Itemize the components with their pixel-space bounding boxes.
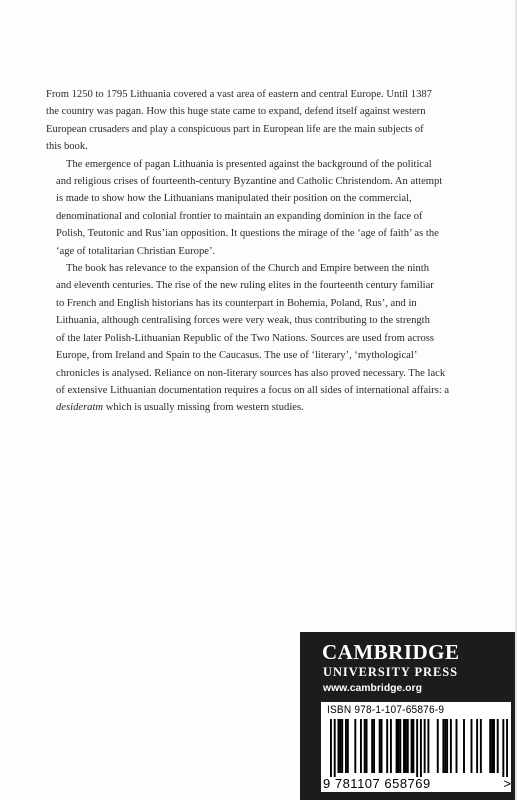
barcode-bar [412, 719, 414, 773]
blurb-line: chronicles is analysed. Reliance on non-literary sources has also proved necessary. The lack [56, 367, 446, 379]
barcode-bar [354, 719, 356, 773]
barcode-bar [381, 719, 383, 773]
blurb-text [46, 86, 482, 417]
barcode-bar [444, 719, 446, 773]
blurb-line: this book. [46, 141, 88, 153]
barcode-bar [411, 719, 413, 773]
barcode-bar [399, 719, 401, 773]
blurb-line: The emergence of pagan Lithuania is presented against the background of the political [66, 158, 432, 170]
blurb-line: ‘age of totalitarian Christian Europe’. [56, 245, 216, 257]
publisher-panel [300, 632, 517, 800]
barcode-bar [341, 719, 343, 773]
barcode-bar [396, 719, 398, 773]
barcode-bar [476, 719, 478, 773]
barcode-bar [442, 719, 444, 773]
barcode-bar [403, 719, 405, 773]
blurb-line: and eleventh centuries. The rise of the new ruling elites in the fourteenth century familiar [56, 280, 434, 292]
barcode-bar [379, 719, 381, 773]
blurb-line: of extensive Lithuanian documentation requires a focus on all sides of international affairs: a [56, 384, 450, 396]
barcode-bar [386, 719, 388, 773]
blurb-line: to French and English historians has its counterpart in Bohemia, Poland, Rus’, and in [56, 297, 417, 309]
blurb-line: denominational and colonial frontier to maintain an expanding dominion in the face of [56, 210, 423, 222]
barcode-bar [416, 719, 418, 777]
barcode-bar [489, 719, 491, 773]
blurb-line-end: which is usually missing from western studies. [103, 402, 304, 414]
isbn-label: ISBN 978-1-107-65876-9 [327, 704, 445, 716]
barcode-bar [491, 719, 493, 773]
barcode-bar [390, 719, 392, 773]
barcode-bar [463, 719, 465, 773]
barcode-bar [450, 719, 452, 773]
publisher-logo-subtitle: UNIVERSITY PRESS [323, 665, 459, 679]
barcode-bar [427, 719, 429, 773]
barcode-image [330, 719, 508, 777]
barcode-bar [456, 719, 458, 773]
barcode-bar [364, 719, 366, 773]
barcode-bar [497, 719, 499, 773]
barcode-bar [446, 719, 448, 773]
barcode-bar [334, 719, 336, 777]
barcode-bar [480, 719, 482, 773]
blurb-line-last [46, 399, 482, 416]
publisher-logo-name: CAMBRIDGE [322, 640, 460, 664]
barcode-bar [502, 719, 504, 777]
blurb-line: Lithuania, although centralising forces were very weak, thus contributing to the strength [56, 315, 430, 327]
barcode-bar [366, 719, 368, 773]
barcode-bar [420, 719, 422, 777]
barcode-bar [339, 719, 341, 773]
blurb-line: the country was pagan. How this huge state came to expand, defend itself against western [46, 106, 426, 118]
barcode-bar [371, 719, 373, 773]
barcode-bar [330, 719, 332, 777]
blurb-line: and religious crises of fourteenth-century Byzantine and Catholic Christendom. An attempt [56, 176, 443, 188]
barcode-bar [437, 719, 439, 773]
blurb-paragraph-3 [46, 260, 482, 417]
blurb-line: European crusaders and play a conspicuous part in European life are the main subjects of [46, 123, 424, 135]
barcode-box [321, 702, 511, 792]
barcode-bar [360, 719, 362, 773]
blurb-line: From 1250 to 1795 Lithuania covered a vast area of eastern and central Europe. Until 1387 [46, 89, 432, 100]
blurb-line: is made to show how the Lithuanians manipulated their position on the commercial, [56, 193, 412, 205]
blurb-line: The book has relevance to the expansion of the Church and Empire between the ninth [66, 263, 430, 275]
barcode-digits: 9 781107 658769 [323, 776, 431, 791]
barcode-bar [347, 719, 349, 773]
barcode-bar [424, 719, 426, 773]
barcode-bar [397, 719, 399, 773]
barcode-bar [471, 719, 473, 773]
blurb-line: of the later Polish-Lithuanian Republic of the Two Nations. Sources are used from across [56, 332, 434, 344]
barcode-bar [337, 719, 339, 773]
publisher-url: www.cambridge.org [323, 683, 422, 694]
barcode-bar [373, 719, 375, 773]
barcode-bar [345, 719, 347, 773]
barcode-bar [506, 719, 508, 777]
barcode-bar [405, 719, 407, 773]
barcode-arrow: > [503, 776, 511, 791]
blurb-paragraph-1 [46, 86, 482, 156]
blurb-paragraph-2 [46, 156, 482, 260]
blurb-line: Polish, Teutonic and Rus’ian opposition. It questions the mirage of the ‘age of faith’ as the [56, 228, 439, 240]
italic-term: desideratm [56, 402, 104, 414]
barcode-bar [493, 719, 495, 773]
barcode-bar [407, 719, 409, 773]
blurb-line: Europe, from Ireland and Spain to the Caucasus. The use of ‘literary’, ‘mythological’ [56, 350, 418, 362]
